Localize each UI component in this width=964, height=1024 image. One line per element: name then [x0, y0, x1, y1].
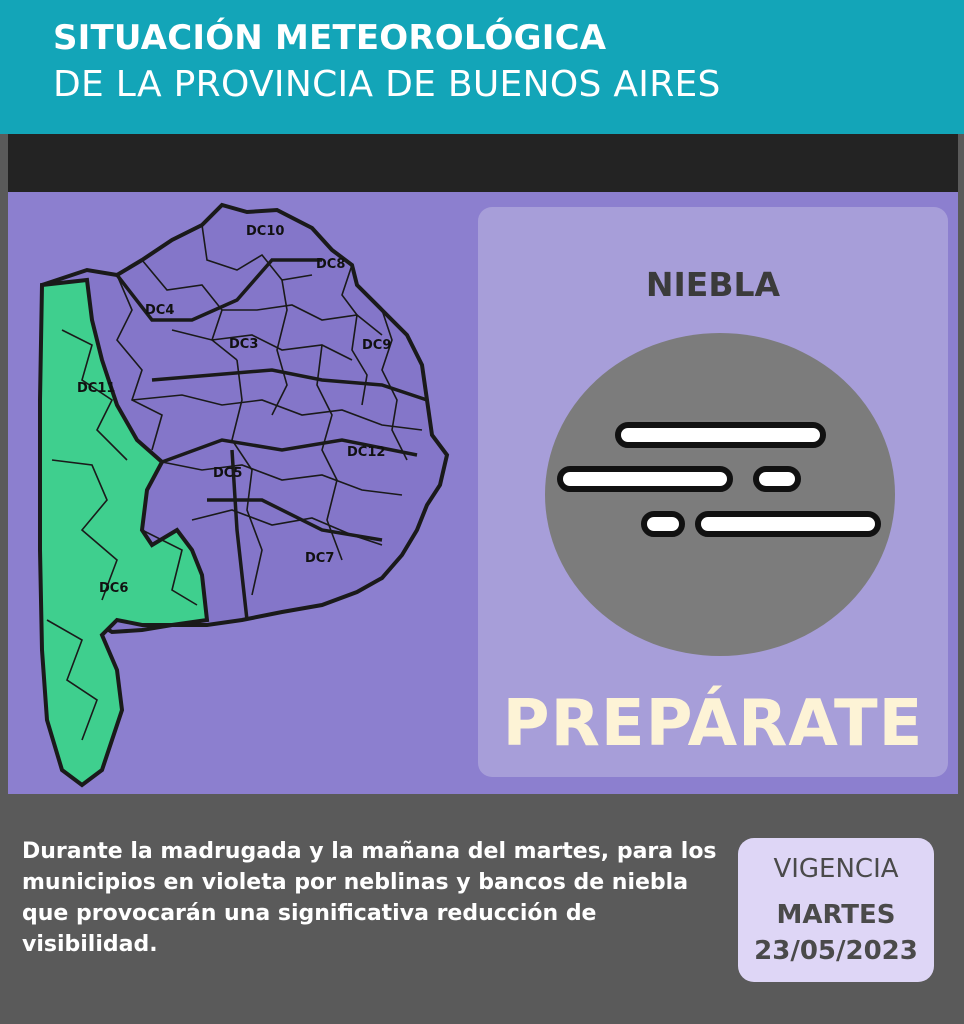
validity-label: VIGENCIA [773, 854, 899, 884]
region-label-dc12: DC12 [347, 445, 386, 460]
region-label-dc6: DC6 [99, 581, 129, 596]
alert-description: Durante la madrugada y la mañana del martes, para los municipios en violeta por neblinas y bancos de niebla que provocarán una significativa reducción de visibilidad. [22, 839, 717, 957]
validity-day: MARTES [776, 900, 896, 930]
alert-phenomenon: NIEBLA [645, 265, 781, 304]
region-label-dc8: DC8 [316, 257, 346, 272]
alert-level: PREPÁRATE [502, 687, 924, 761]
region-label-dc4: DC4 [145, 303, 175, 318]
alert-card [478, 207, 948, 777]
validity-card [738, 838, 934, 982]
validity-date: 23/05/2023 [754, 936, 918, 966]
region-label-dc7: DC7 [305, 551, 335, 566]
region-label-dc5: DC5 [213, 466, 243, 481]
header-banner [0, 0, 964, 134]
region-label-dc9: DC9 [362, 338, 392, 353]
province-map [22, 200, 470, 790]
region-label-dc3: DC3 [229, 337, 259, 352]
page-subtitle: DE LA PROVINCIA DE BUENOS AIRES [53, 64, 721, 105]
page-title: SITUACIÓN METEOROLÓGICA [53, 18, 607, 58]
region-label-dc10: DC10 [246, 224, 285, 239]
divider-band [8, 134, 958, 192]
region-label-dc11: DC11 [77, 381, 116, 396]
